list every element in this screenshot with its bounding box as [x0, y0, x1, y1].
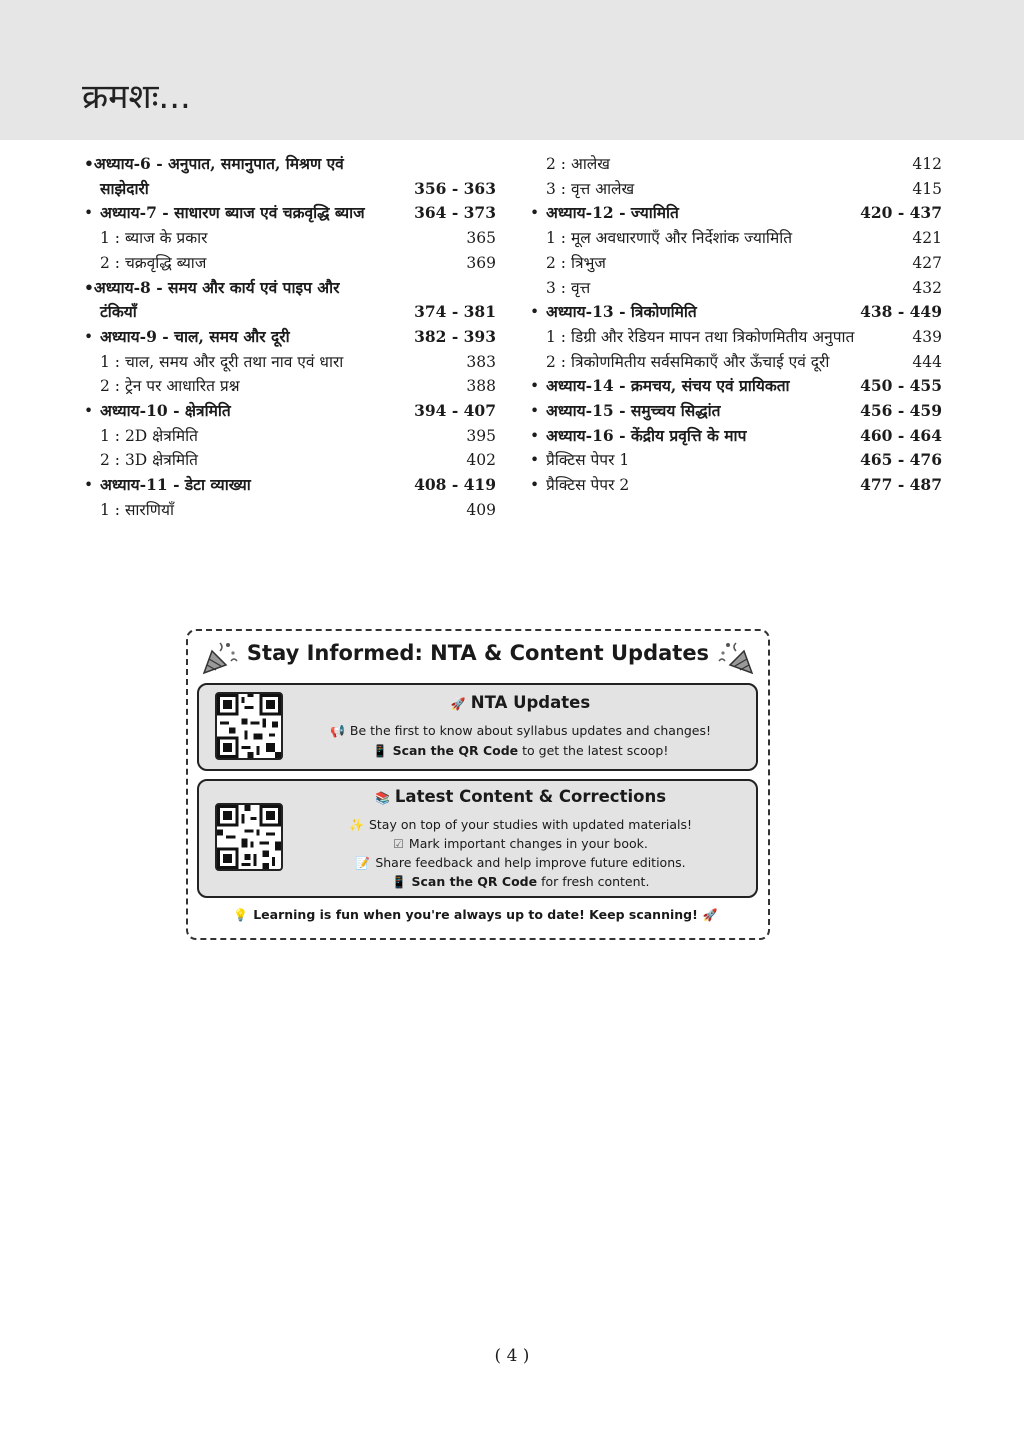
toc-left-column [84, 152, 496, 523]
toc-chapter: • अध्याय-10 - क्षेत्रमिति 394 - 407 [84, 399, 496, 424]
toc-pages: 421 [912, 229, 942, 248]
latest-content-heading: 📚 Latest Content & Corrections [374, 787, 667, 806]
toc-title: 1 : सारणियाँ [100, 500, 174, 519]
toc-right-column [530, 152, 942, 498]
toc-pages: 432 [912, 278, 942, 297]
toc-pages: 412 [912, 155, 942, 173]
toc-title: अध्याय-7 - साधारण ब्याज एवं चक्रवृद्धि ब्याज [100, 203, 365, 223]
toc-title: 2 : आलेख [546, 155, 610, 173]
memo-icon: 📝 [355, 856, 371, 870]
nta-updates-panel [197, 683, 758, 771]
toc-chapter: • अध्याय-11 - डेटा व्याख्या 408 - 419 [84, 473, 496, 498]
toc-pages: 409 [466, 500, 496, 519]
page-number: ( 4 ) [494, 1346, 530, 1366]
toc-pages: 438 - 449 [860, 302, 942, 322]
toc-chapter: • अध्याय-8 - समय और कार्य एवं पाइप और टंकियाँ 374 - 381 [84, 276, 496, 325]
info-box-footer: 💡 Learning is fun when you're always up to date! Keep scanning! 🚀 [233, 907, 718, 922]
toc-subitem [530, 276, 942, 301]
toc-pages: 460 - 464 [860, 425, 942, 445]
toc-title: अध्याय-8 - समय और कार्य एवं पाइप और [93, 277, 340, 297]
toc-title: प्रैक्टिस पेपर 2 [546, 476, 630, 495]
toc-chapter: • अध्याय-16 - केंद्रीय प्रवृत्ति के माप 460 - 464 [530, 424, 942, 449]
toc-subitem [84, 374, 496, 399]
toc-pages: 477 - 487 [860, 475, 942, 495]
checkbox-icon: ☑ [393, 837, 404, 851]
toc-pages: 450 - 455 [860, 376, 942, 396]
bullet: • [84, 154, 94, 173]
rocket-icon: 🚀 [450, 697, 466, 711]
toc-chapter: • अध्याय-14 - क्रमचय, संचय एवं प्रायिकता 450 - 455 [530, 374, 942, 399]
toc-title-cont: टंकियाँ [100, 302, 137, 322]
toc-practice-paper: • प्रैक्टिस पेपर 2 477 - 487 [530, 473, 942, 498]
toc-pages: 364 - 373 [414, 203, 496, 223]
toc-subitem [530, 152, 942, 177]
toc-title: अध्याय-15 - समुच्चय सिद्धांत [546, 401, 721, 421]
megaphone-icon: 📢 [329, 724, 345, 738]
toc-pages: 439 [912, 327, 942, 346]
nta-updates-heading: 🚀 NTA Updates [450, 693, 591, 712]
toc-subitem [530, 350, 942, 375]
toc-title-cont: साझेदारी [100, 178, 149, 198]
toc-title: अध्याय-10 - क्षेत्रमिति [100, 401, 231, 421]
latest-line-2: ☑ Mark important changes in your book. [393, 836, 648, 851]
toc-subitem [84, 424, 496, 449]
books-icon: 📚 [374, 791, 390, 805]
rocket-icon: 🚀 [702, 908, 718, 922]
toc-title: 1 : चाल, समय और दूरी तथा नाव एवं धारा [100, 352, 344, 371]
toc-title: अध्याय-12 - ज्यामिति [546, 203, 679, 223]
toc-title: 2 : त्रिकोणमितीय सर्वसमिकाएँ और ऊँचाई एवं दूरी [546, 352, 830, 371]
qr-code-icon[interactable] [215, 803, 283, 871]
toc-subitem [530, 251, 942, 276]
toc-pages: 365 [466, 229, 496, 248]
toc-subitem [530, 226, 942, 251]
toc-chapter: • अध्याय-15 - समुच्चय सिद्धांत 456 - 459 [530, 399, 942, 424]
toc-chapter: • अध्याय-12 - ज्यामिति 420 - 437 [530, 201, 942, 226]
toc-title: अध्याय-14 - क्रमचय, संचय एवं प्रायिकता [546, 376, 790, 396]
toc-subitem [84, 498, 496, 523]
toc-subitem [530, 177, 942, 202]
toc-title: 2 : त्रिभुज [546, 253, 606, 272]
toc-pages: 465 - 476 [860, 450, 942, 470]
qr-code-icon[interactable] [215, 692, 283, 760]
toc-title: अध्याय-6 - अनुपात, समानुपात, मिश्रण एवं [93, 154, 344, 173]
toc-pages: 427 [912, 253, 942, 272]
latest-line-4: 📱 Scan the QR Code for fresh content. [391, 874, 650, 889]
toc-title: 1 : ब्याज के प्रकार [100, 229, 208, 248]
toc-chapter: • अध्याय-9 - चाल, समय और दूरी 382 - 393 [84, 325, 496, 350]
toc-pages: 395 [466, 426, 496, 445]
toc-title: प्रैक्टिस पेपर 1 [546, 451, 630, 470]
toc-title: अध्याय-9 - चाल, समय और दूरी [100, 326, 290, 346]
toc-pages: 374 - 381 [414, 302, 496, 322]
toc-practice-paper: • प्रैक्टिस पेपर 1 465 - 476 [530, 448, 942, 473]
toc-title: 2 : चक्रवृद्धि ब्याज [100, 253, 207, 272]
toc-subitem [84, 448, 496, 473]
toc-subitem [84, 226, 496, 251]
toc-chapter: • अध्याय-13 - त्रिकोणमिति 438 - 449 [530, 300, 942, 325]
toc-chapter: • अध्याय-7 - साधारण ब्याज एवं चक्रवृद्धि ब्याज 364 - 373 [84, 201, 496, 226]
sparkles-icon: ✨ [349, 818, 364, 832]
toc-pages: 369 [466, 253, 496, 272]
toc-title: अध्याय-16 - केंद्रीय प्रवृत्ति के माप [546, 425, 747, 445]
phone-icon: 📱 [391, 875, 407, 889]
latest-line-3: 📝 Share feedback and help improve future editions. [355, 855, 686, 870]
toc-pages: 383 [466, 352, 496, 371]
latest-content-panel [197, 779, 758, 898]
toc-chapter [84, 152, 496, 201]
toc-subitem [84, 251, 496, 276]
toc-title: 3 : वृत्त आलेख [546, 179, 635, 198]
updates-info-box [186, 629, 770, 940]
toc-pages: 415 [912, 179, 942, 198]
toc-pages: 388 [466, 377, 496, 396]
nta-line-2: 📱 Scan the QR Code to get the latest scoop! [372, 743, 669, 758]
toc-title: 1 : 2D क्षेत्रमिति [100, 426, 198, 445]
toc-pages: 402 [466, 451, 496, 470]
toc-title: अध्याय-13 - त्रिकोणमिति [546, 302, 697, 322]
toc-title: अध्याय-11 - डेटा व्याख्या [100, 475, 251, 495]
nta-line-1: 📢 Be the first to know about syllabus updates and changes! [329, 723, 712, 738]
toc-pages: 444 [912, 352, 942, 371]
toc-title: 2 : 3D क्षेत्रमिति [100, 451, 198, 470]
lightbulb-icon: 💡 [233, 908, 249, 922]
toc-title: 1 : मूल अवधारणाएँ और निर्देशांक ज्यामिति [546, 229, 793, 248]
page-title: क्रमशः... [82, 77, 191, 117]
toc-subitem [84, 350, 496, 375]
latest-line-1: ✨ Stay on top of your studies with updated materials! [349, 817, 692, 832]
toc-subitem [530, 325, 942, 350]
header-band [0, 0, 1024, 140]
toc-pages: 394 - 407 [414, 401, 496, 421]
toc-pages: 356 - 363 [414, 178, 496, 198]
phone-icon: 📱 [372, 744, 388, 758]
info-box-title: Stay Informed: NTA & Content Updates [246, 641, 710, 665]
toc-pages: 408 - 419 [414, 475, 496, 495]
toc-pages: 456 - 459 [860, 401, 942, 421]
toc-pages: 420 - 437 [860, 203, 942, 223]
toc-title: 3 : वृत्त [546, 278, 591, 297]
toc-pages: 382 - 393 [414, 326, 496, 346]
toc-title: 2 : ट्रेन पर आधारित प्रश्न [100, 377, 240, 396]
toc-title: 1 : डिग्री और रेडियन मापन तथा त्रिकोणमितीय अनुपात [546, 327, 855, 346]
